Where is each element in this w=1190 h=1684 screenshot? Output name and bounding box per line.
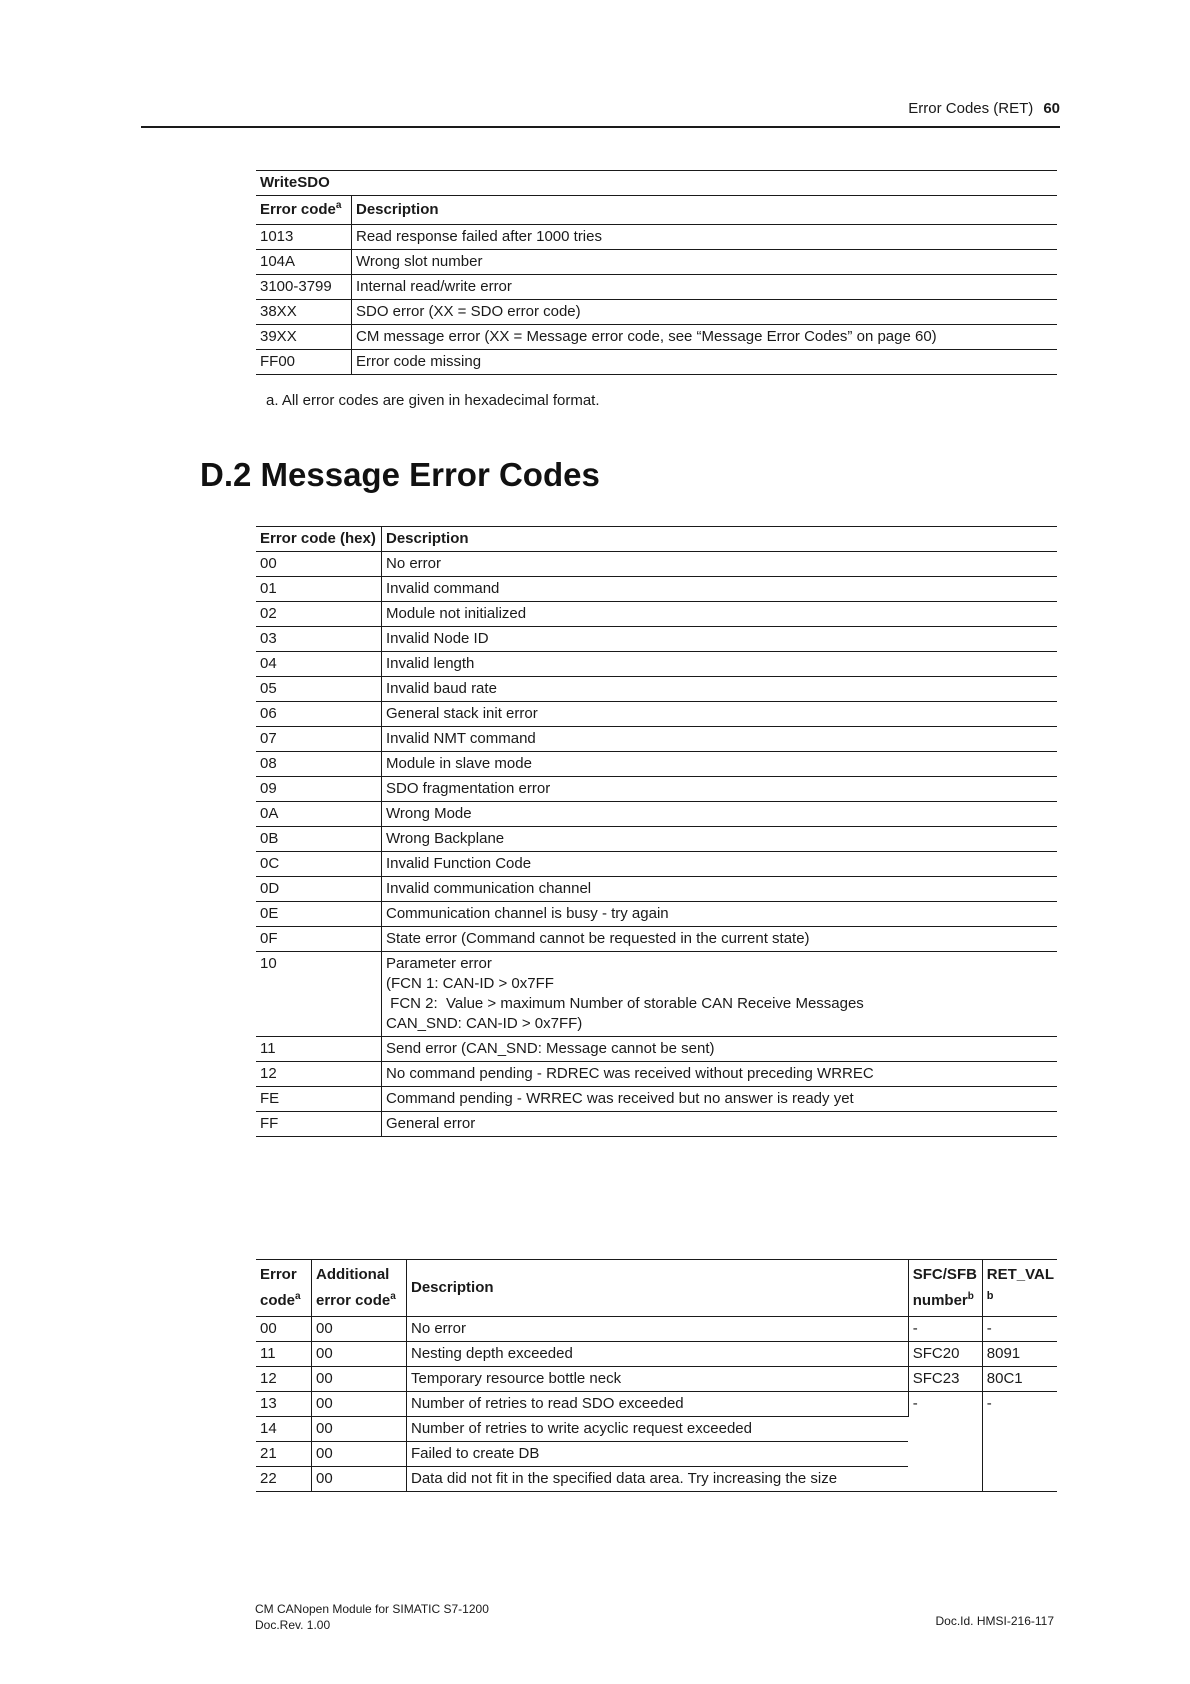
row-additional-code: 00 [312,1317,407,1342]
footer-doc-id: Doc.Id. HMSI-216-117 [935,1614,1054,1628]
row-description: No command pending - RDREC was received without preceding WRREC [386,1065,874,1082]
row-code: 0B [256,827,382,852]
table-row [256,927,1057,952]
row-code: 02 [256,602,382,627]
footer-product: CM CANopen Module for SIMATIC S7-1200 [255,1602,489,1616]
row-code: 104A [256,250,352,275]
row-sfc-number: SFC23 [908,1367,982,1392]
row-code: 11 [256,1037,382,1062]
message-error-table [256,526,1057,1137]
description-line: (FCN 1: CAN-ID > 0x7FF [386,975,554,992]
table-row [256,1112,1057,1137]
footnote-marker: b [967,1291,974,1302]
row-sfc-number: - [908,1317,982,1342]
table-row [256,300,1057,325]
write-sdo-col-description: Description [356,201,439,218]
sfc-col-error-code: Error code$^a$ [256,1260,312,1317]
row-description: SDO error (XX = SDO error code) [356,303,581,320]
page-number: 60 [1043,100,1060,117]
row-code: 0E [256,902,382,927]
row-retval: 80C1 [982,1367,1057,1392]
row-code: 13 [256,1392,312,1417]
row-additional-code: 00 [312,1442,407,1467]
row-description: SDO fragmentation error [386,780,551,797]
table-row [256,827,1057,852]
row-code: 1013 [256,225,352,250]
row-code: 12 [256,1367,312,1392]
table-row [256,777,1057,802]
row-code: 03 [256,627,382,652]
row-description: Wrong Mode [386,805,472,822]
table-row [256,1062,1057,1087]
table-row [256,627,1057,652]
row-additional-code: 00 [312,1417,407,1442]
row-code: 22 [256,1467,312,1492]
row-code: 3100-3799 [256,275,352,300]
row-description: Invalid Function Code [386,855,532,872]
table-row [256,1392,1057,1417]
sfc-col-sfc-number: SFC/SFB number$^b$ [908,1260,982,1317]
description-line: FCN 2: Value > maximum Number of storable CAN Receive Messages [386,995,864,1012]
row-description: Internal read/write error [356,278,512,295]
sfc-error-table [256,1259,1057,1492]
row-additional-code: 00 [312,1392,407,1417]
table-row [256,727,1057,752]
row-code: 07 [256,727,382,752]
row-description: General error [386,1115,476,1132]
footnote-marker: a [390,1291,396,1302]
row-code: 08 [256,752,382,777]
row-retval: 8091 [982,1342,1057,1367]
table-row [256,702,1057,727]
group-sfc-number: - [908,1392,982,1492]
table-row [256,1317,1057,1342]
table-row [256,552,1057,577]
section-heading: D.2 Message Error Codes [200,456,600,493]
row-code: 0D [256,877,382,902]
row-code: 12 [256,1062,382,1087]
row-additional-code: 00 [312,1467,407,1492]
table-row [256,1367,1057,1392]
header-section-title: Error Codes (RET) [908,100,1034,117]
row-code: 10 [256,952,382,1037]
table-row [256,652,1057,677]
footnote-marker: b [986,1290,994,1302]
row-code: 0F [256,927,382,952]
row-code: 00 [256,1317,312,1342]
table-row [256,852,1057,877]
message-col-code: Error code (hex) [256,527,382,552]
row-description: No error [386,555,442,572]
row-code: 04 [256,652,382,677]
row-retval: - [982,1317,1057,1342]
table-row [256,902,1057,927]
row-code: 11 [256,1342,312,1367]
row-description: Communication channel is busy - try again [386,905,669,922]
table-row [256,752,1057,777]
row-description: Invalid communication channel [386,880,592,897]
row-description: Invalid command [386,580,500,597]
footer-revision: Doc.Rev. 1.00 [255,1618,331,1632]
table-row [256,1087,1057,1112]
table-row [256,225,1057,250]
row-description: Invalid NMT command [386,730,536,747]
row-description: Send error (CAN_SND: Message cannot be sent) [386,1040,715,1057]
table-row [256,350,1057,375]
footer-left [255,1601,489,1633]
row-description: State error (Command cannot be requested in the current state) [386,930,810,947]
row-description: General stack init error [386,705,538,722]
row-description: CM message error (XX = Message error code, see “Message Error Codes” on page 60) [356,328,937,345]
row-description: Number of retries to write acyclic request exceeded [407,1417,909,1442]
footnote-marker: a [295,1291,301,1302]
row-description: Wrong Backplane [386,830,505,847]
row-sfc-number: SFC20 [908,1342,982,1367]
description-line: Parameter error [386,955,492,972]
description-line: CAN_SND: CAN-ID > 0x7FF) [386,1015,583,1032]
table-row [256,877,1057,902]
sfc-table-header-row [256,1260,1057,1317]
row-description: Data did not fit in the specified data area. Try increasing the size [407,1467,909,1492]
header-rule [141,126,1060,128]
table-row [256,250,1057,275]
table-row [256,275,1057,300]
row-description [382,952,1058,1037]
write-sdo-col-error-code: Error code$^a$ [256,196,352,225]
row-code: 00 [256,552,382,577]
row-description: Temporary resource bottle neck [407,1367,909,1392]
row-code: 38XX [256,300,352,325]
row-code: 0A [256,802,382,827]
row-description: Error code missing [356,353,482,370]
row-additional-code: 00 [312,1342,407,1367]
table-row [256,802,1057,827]
row-description: No error [407,1317,909,1342]
table-row [256,1037,1057,1062]
sfc-col-description: Description [407,1260,909,1317]
row-description: Invalid baud rate [386,680,497,697]
table-row [256,602,1057,627]
row-code: 21 [256,1442,312,1467]
table-row [256,577,1057,602]
write-sdo-title: WriteSDO [260,174,330,191]
table-row [256,1342,1057,1367]
write-sdo-title-row [256,171,1057,196]
row-description: Command pending - WRREC was received but no answer is ready yet [386,1090,854,1107]
row-description: Invalid length [386,655,475,672]
row-description: Module in slave mode [386,755,532,772]
row-code: 06 [256,702,382,727]
row-additional-code: 00 [312,1367,407,1392]
row-description: Module not initialized [386,605,527,622]
row-code: FF00 [256,350,352,375]
row-description: Number of retries to read SDO exceeded [407,1392,909,1417]
write-sdo-table [256,170,1057,375]
row-description: Invalid Node ID [386,630,489,647]
write-sdo-header-row [256,196,1057,225]
row-description: Nesting depth exceeded [407,1342,909,1367]
message-table-header-row [256,527,1057,552]
message-col-description: Description [386,530,469,547]
row-code: 09 [256,777,382,802]
row-description: Wrong slot number [356,253,483,270]
row-code: 14 [256,1417,312,1442]
group-retval: - [982,1392,1057,1492]
footnote-marker: a [335,200,342,211]
row-description: Failed to create DB [407,1442,909,1467]
row-code: 05 [256,677,382,702]
sfc-col-retval: RET_VAL $^b$ [986,1266,1054,1302]
sfc-col-additional: Additional error code$^a$ [312,1260,407,1317]
table-row [256,952,1057,1037]
row-code: FF [256,1112,382,1137]
row-code: 39XX [256,325,352,350]
table-row [256,325,1057,350]
table-footnote: a. All error codes are given in hexadecimal format. [266,392,600,409]
row-code: 01 [256,577,382,602]
table-row [256,677,1057,702]
running-header [908,100,1060,117]
row-code: FE [256,1087,382,1112]
row-description: Read response failed after 1000 tries [356,228,602,245]
row-code: 0C [256,852,382,877]
